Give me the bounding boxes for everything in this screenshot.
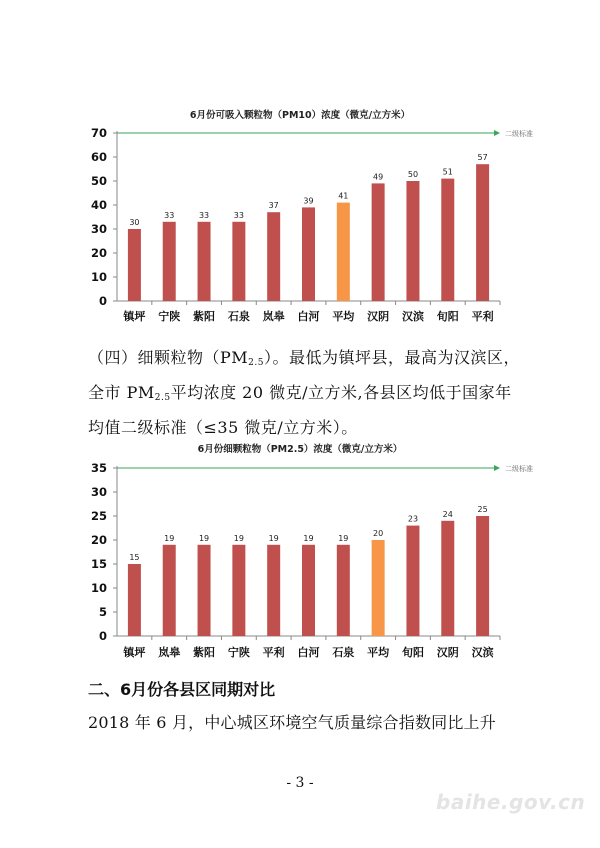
x-tick-label: 岚皋 <box>158 646 181 659</box>
bar-value-label: 19 <box>233 533 244 543</box>
x-tick-label: 平利 <box>471 310 494 323</box>
bar <box>406 526 419 636</box>
bar-value-label: 19 <box>338 533 349 543</box>
chart-title: 6月份细颗粒物（PM2.5）浓度（微克/立方米） <box>197 444 403 455</box>
y-tick-label: 20 <box>90 246 107 260</box>
bar <box>337 545 350 636</box>
pm-subscript: 2.5 <box>248 358 264 368</box>
bar-value-label: 19 <box>164 533 175 543</box>
paragraph-text-mid: ）。最低为镇坪县，最高为汉滨区，全市 PM <box>88 348 520 402</box>
reference-line-arrow <box>494 465 500 471</box>
bar <box>406 181 419 301</box>
x-tick-label: 旬阳 <box>401 646 424 659</box>
y-tick-label: 15 <box>90 557 107 571</box>
bar-value-label: 23 <box>407 514 419 524</box>
y-tick-label: 0 <box>98 294 107 308</box>
pm10-chart <box>0 100 600 340</box>
chart-title: 6月份可吸入颗粒物（PM10）浓度（微克/立方米） <box>189 110 411 121</box>
bar-value-label: 19 <box>198 533 210 543</box>
bar-value-label: 33 <box>198 210 210 220</box>
bar-value-label: 33 <box>233 210 244 220</box>
bar-value-label: 51 <box>442 167 453 177</box>
bar-value-label: 19 <box>268 533 279 543</box>
bar-value-label: 50 <box>407 170 419 179</box>
pm-subscript-2: 2.5 <box>154 393 171 403</box>
bar-value-label: 20 <box>373 529 384 538</box>
bar <box>372 540 385 636</box>
bar <box>198 545 211 636</box>
comparison-paragraph: 2018 年 6 月，中心城区环境空气质量综合指数同比上升 <box>88 713 496 732</box>
bar-value-label: 30 <box>129 218 140 227</box>
pm25-paragraph <box>88 343 528 443</box>
x-tick-label: 岚皋 <box>262 310 285 323</box>
x-tick-label: 白河 <box>297 646 320 659</box>
reference-line-label: 二级标准 <box>505 465 533 473</box>
x-tick-label: 石泉 <box>227 310 250 323</box>
bar <box>128 229 141 301</box>
x-tick-label: 汉滨 <box>401 310 424 323</box>
bar <box>337 203 350 301</box>
y-tick-label: 30 <box>90 222 107 236</box>
bar <box>441 521 454 636</box>
reference-line-arrow <box>494 130 500 136</box>
x-tick-label: 汉阴 <box>367 310 390 323</box>
bar-value-label: 37 <box>268 201 279 211</box>
y-tick-label: 5 <box>98 605 107 619</box>
x-tick-label: 旬阳 <box>436 310 459 323</box>
bar <box>163 545 176 636</box>
x-tick-label: 白河 <box>297 310 320 323</box>
x-tick-label: 平均 <box>367 646 390 659</box>
bar <box>198 222 211 301</box>
bar <box>476 164 489 301</box>
y-tick-label: 60 <box>90 150 107 164</box>
y-tick-label: 35 <box>90 461 107 475</box>
pm25-bar-chart <box>0 440 600 670</box>
x-tick-label: 汉阴 <box>436 646 459 659</box>
bar-value-label: 49 <box>373 172 384 182</box>
bar <box>232 545 245 636</box>
bar <box>476 516 489 636</box>
x-tick-label: 宁陕 <box>158 310 181 323</box>
bar-value-label: 33 <box>164 210 175 220</box>
page-number: - 3 - <box>286 775 314 791</box>
pm25-chart <box>0 440 600 670</box>
bar-value-label: 24 <box>442 509 453 519</box>
paragraph-text-prefix: （四）细颗粒物（PM <box>88 348 249 367</box>
x-tick-label: 汉滨 <box>471 646 494 659</box>
bar-value-label: 57 <box>477 153 488 163</box>
x-tick-label: 宁陕 <box>227 646 250 659</box>
x-tick-label: 镇坪 <box>123 646 146 659</box>
x-tick-label: 紫阳 <box>193 310 216 323</box>
y-tick-label: 0 <box>98 629 107 643</box>
bar <box>302 545 315 636</box>
bar <box>302 207 315 301</box>
bar-value-label: 19 <box>303 533 314 543</box>
reference-line-label: 二级标准 <box>505 130 533 138</box>
y-tick-label: 10 <box>90 581 107 595</box>
x-tick-label: 平利 <box>262 646 285 659</box>
watermark: baihe.gov.cn <box>436 790 586 814</box>
x-tick-label: 平均 <box>332 310 355 323</box>
y-tick-label: 30 <box>90 485 107 499</box>
bar <box>441 179 454 301</box>
pm10-bar-chart <box>0 100 600 340</box>
y-tick-label: 50 <box>90 174 107 188</box>
bar <box>232 222 245 301</box>
bar-value-label: 41 <box>338 191 349 201</box>
bar-value-label: 25 <box>477 505 488 514</box>
x-tick-label: 镇坪 <box>123 310 146 323</box>
x-tick-label: 石泉 <box>332 646 355 659</box>
section-heading: 二、6月份各县区同期对比 <box>88 680 276 699</box>
bar <box>267 212 280 301</box>
paragraph-text-rest: 平均浓度 20 微克/立方米,各县区均低于国家年均值二级标准（≤35 微克/立方米）。 <box>88 383 512 437</box>
bar-value-label: 39 <box>303 196 314 206</box>
bar-value-label: 15 <box>129 553 140 562</box>
bar <box>267 545 280 636</box>
x-tick-label: 紫阳 <box>193 646 216 659</box>
y-tick-label: 25 <box>90 509 107 523</box>
y-tick-label: 20 <box>90 533 107 547</box>
y-tick-label: 10 <box>90 270 107 284</box>
y-tick-label: 40 <box>90 198 107 212</box>
bar <box>372 183 385 301</box>
bar <box>163 222 176 301</box>
bar <box>128 564 141 636</box>
y-tick-label: 70 <box>90 126 107 140</box>
